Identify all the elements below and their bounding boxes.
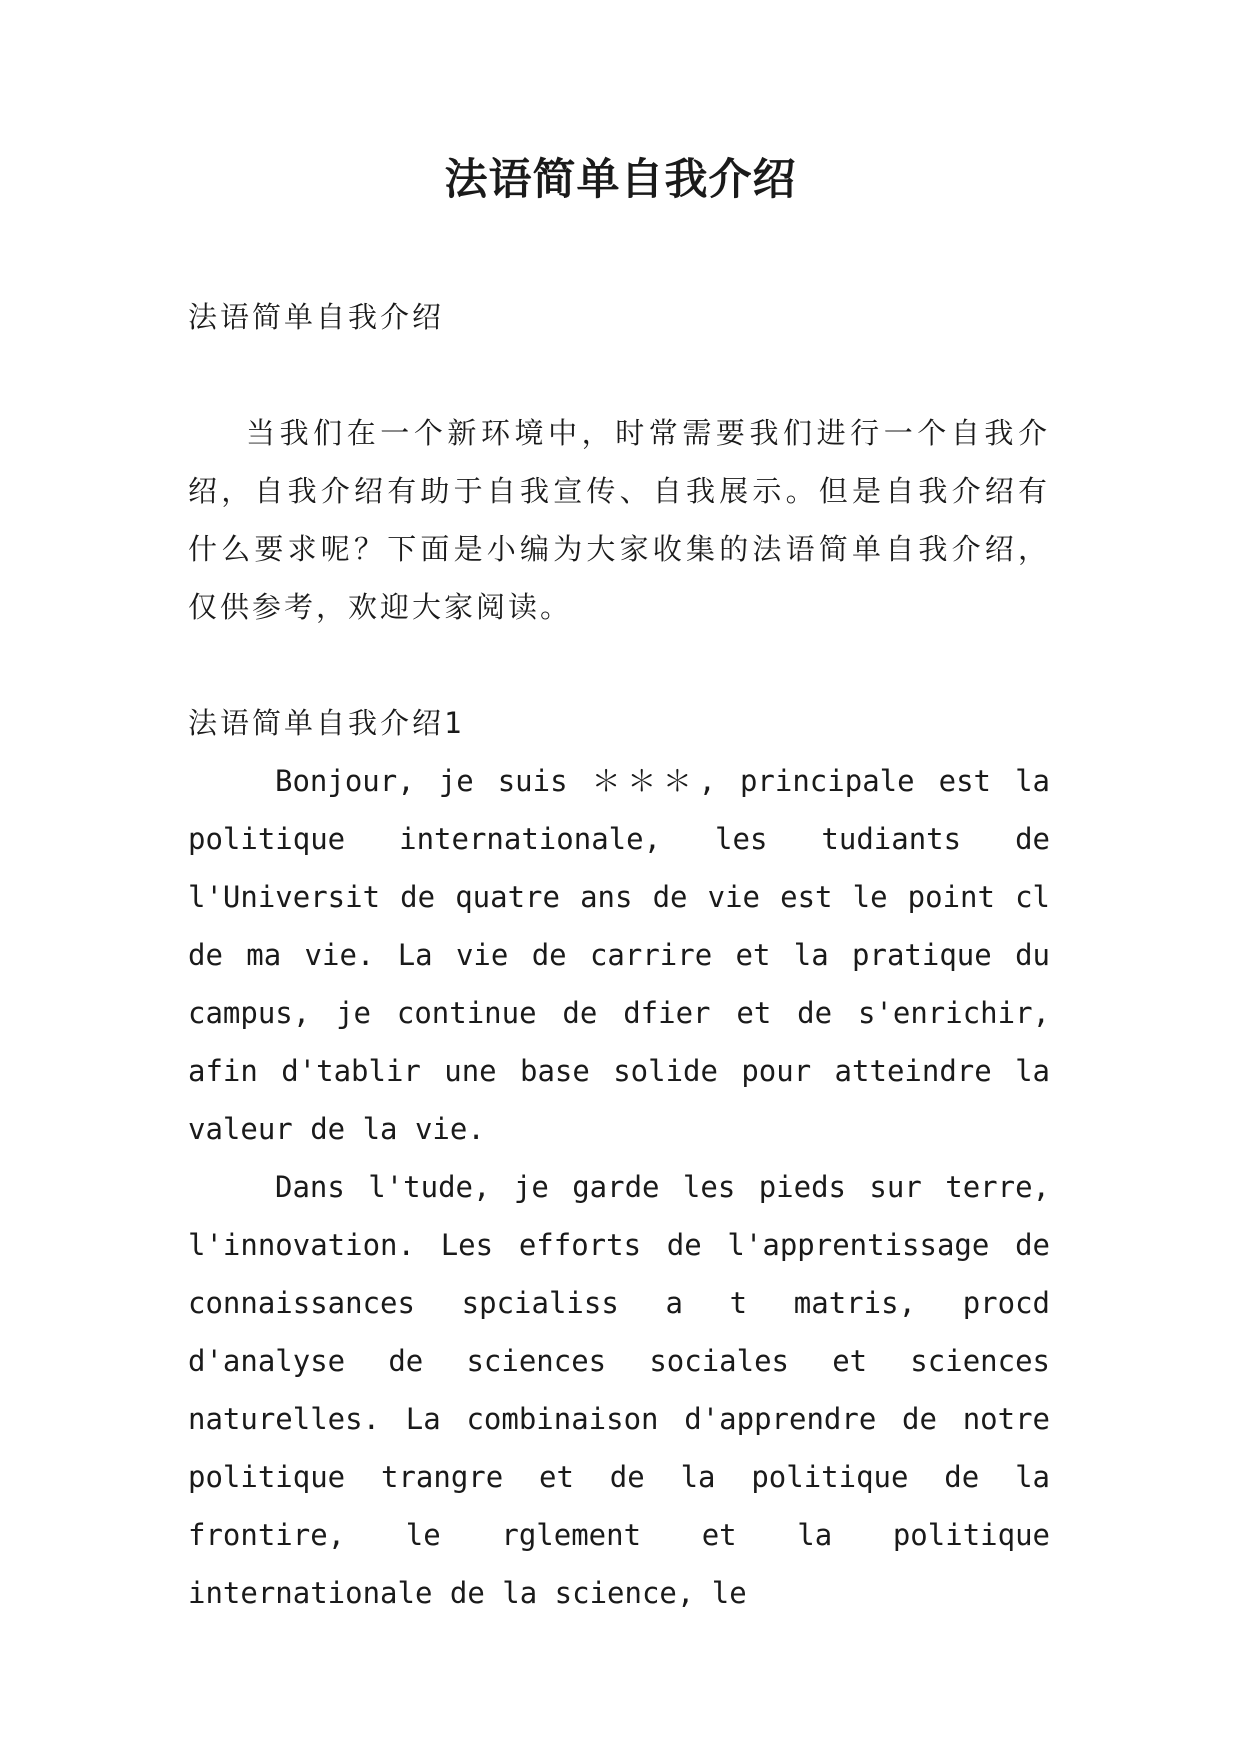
intro-paragraph: 当我们在一个新环境中，时常需要我们进行一个自我介绍，自我介绍有助于自我宣传、自我展示。但是自我介绍有什么要求呢？下面是小编为大家收集的法语简单自我介绍，仅供参考，欢迎大家阅读。: [188, 416, 1050, 624]
document-subtitle: 法语简单自我介绍: [188, 300, 445, 334]
body-paragraph: Bonjour, je suis ＊＊＊, principale est la politique internationale, les tudiants de l'Universit de quatre ans de vie est le point cl de ma vie. La vie de carrire et la pratique du campus, je continue de dfier et de s'enrichir, afin d'tablir une base solide pour atteindre la valeur de la vie.: [188, 764, 1050, 1146]
body-paragraph: Dans l'tude, je garde les pieds sur terre, l'innovation. Les efforts de l'apprentissage de connaissances spcialiss a t matris, procd d'analyse de sciences sociales et sciences naturelles. La combinaison d'apprendre de notre politique trangre et de la politique de la frontire, le rglement et la politique internationale de la science, le: [188, 1170, 1050, 1610]
document-title: 法语简单自我介绍: [444, 155, 797, 205]
section-heading: 法语简单自我介绍1: [188, 706, 465, 740]
document-body: [188, 288, 1050, 1622]
